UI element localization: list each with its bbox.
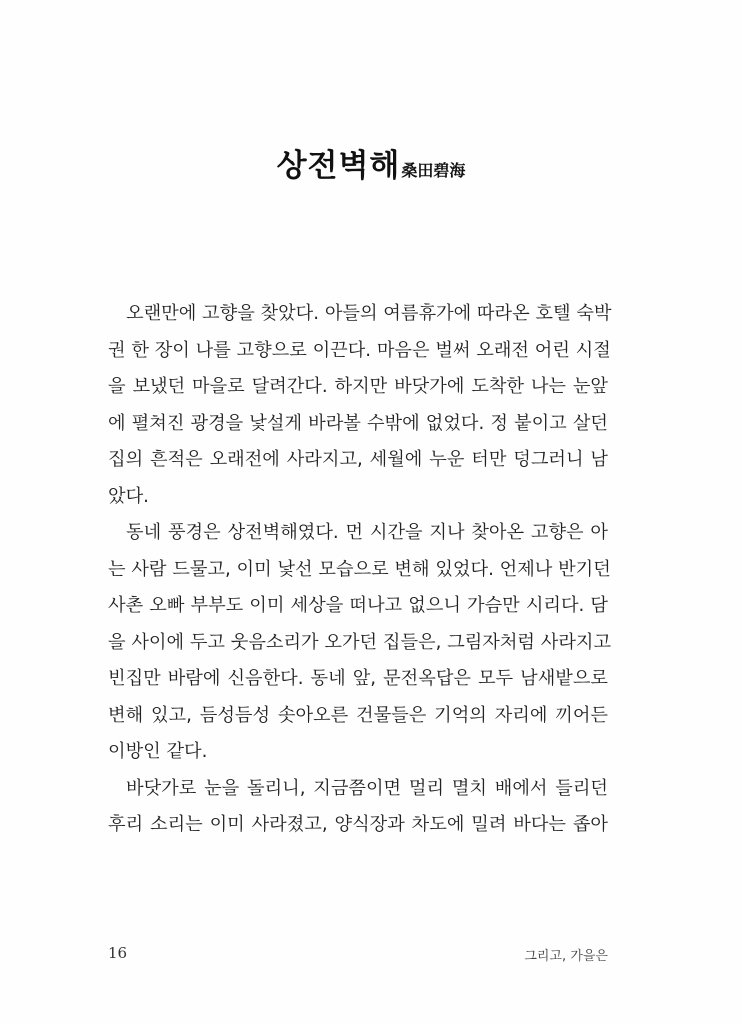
body-text xyxy=(108,296,612,844)
body-line: 는 사람 드물고, 이미 낯선 모습으로 변해 있었다. 언제나 반기던 xyxy=(108,558,611,580)
body-line: 변해 있고, 듬성듬성 솟아오른 건물들은 기억의 자리에 끼어든 xyxy=(108,704,608,726)
body-line: 을 보냈던 마을로 달려간다. 하지만 바닷가에 도착한 나는 눈앞 xyxy=(108,376,608,397)
body-line: 동네 풍경은 상전벽해였다. 먼 시간을 지나 찾아온 고향은 아 xyxy=(126,522,608,543)
body-line: 을 사이에 두고 웃음소리가 오가던 집들은, 그림자처럼 사라지고 xyxy=(108,631,612,653)
body-line: 집의 흔적은 오래전에 사라지고, 세월에 누운 터만 덩그러니 남 xyxy=(108,449,608,470)
body-line: 권 한 장이 나를 고향으로 이끈다. 마음은 벌써 오래전 어린 시절 xyxy=(108,339,611,361)
body-line: 이방인 같다. xyxy=(108,741,208,762)
body-line: 오랜만에 고향을 찾았다. 아들의 여름휴가에 따라온 호텔 숙박 xyxy=(126,303,612,324)
body-line: 바닷가로 눈을 돌리니, 지금쯤이면 멀리 멸치 배에서 들리던 xyxy=(126,777,608,799)
body-line: 후리 소리는 이미 사라졌고, 양식장과 차도에 밀려 바다는 좁아 xyxy=(108,814,608,835)
body-line: 았다. xyxy=(108,485,149,507)
chapter-title-hanja: 桑田碧海 xyxy=(401,161,466,180)
body-line: 사촌 오빠 부부도 이미 세상을 떠나고 없으니 가슴만 시리다. 담 xyxy=(108,595,608,616)
body-line: 에 펼쳐진 광경을 낯설게 바라볼 수밖에 없었다. 정 붙이고 살던 xyxy=(108,412,608,434)
chapter-title-korean: 상전벽해 xyxy=(276,148,401,184)
running-title: 그리고, 가을은 xyxy=(524,949,608,964)
page-footer xyxy=(108,944,608,966)
body-line: 빈집만 바람에 신음한다. 동네 앞, 문전옥답은 모두 남새밭으로 xyxy=(108,668,608,689)
chapter-title xyxy=(0,140,742,185)
page-number: 16 xyxy=(108,944,128,962)
